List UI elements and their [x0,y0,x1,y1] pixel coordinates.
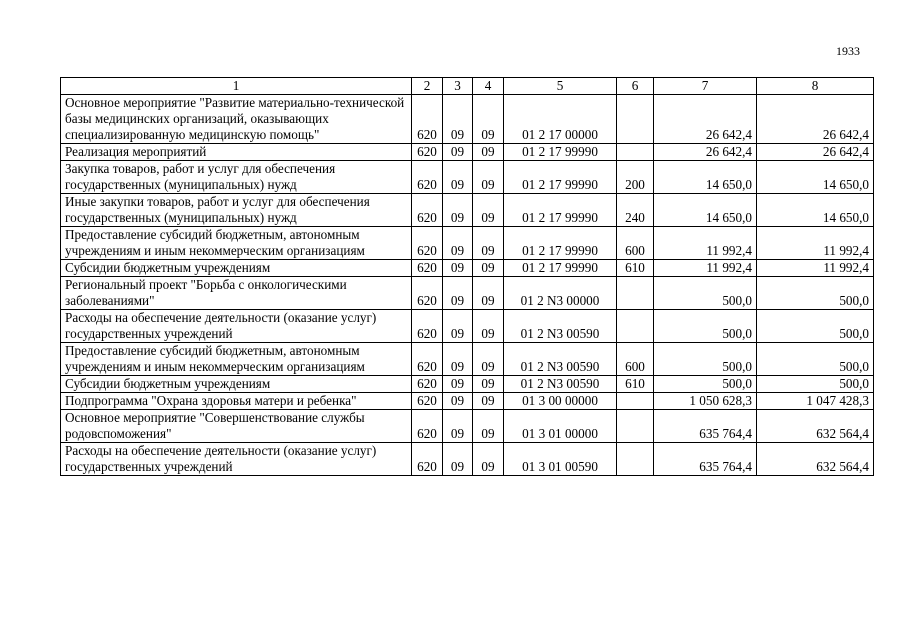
table-row [61,161,874,194]
expense-type-cell: 610 [617,260,654,277]
subsection-code-cell: 09 [473,161,504,194]
column-header: 2 [412,78,443,95]
sum-col7-cell: 14 650,0 [654,194,757,227]
ministry-code-cell: 620 [412,277,443,310]
expense-type-cell: 240 [617,194,654,227]
sum-col8-cell: 500,0 [757,277,874,310]
expense-type-cell: 600 [617,343,654,376]
ministry-code-cell: 620 [412,95,443,144]
subsection-code-cell: 09 [473,443,504,476]
column-header: 7 [654,78,757,95]
expense-type-cell [617,443,654,476]
sum-col7-cell: 26 642,4 [654,95,757,144]
expense-type-cell: 200 [617,161,654,194]
column-header: 3 [443,78,473,95]
subsection-code-cell: 09 [473,376,504,393]
row-name-cell: Основное мероприятие "Развитие материально-технической базы медицинских организаций, оказывающих специализированную медицинскую помощь" [61,95,412,144]
table-row [61,310,874,343]
sum-col8-cell: 11 992,4 [757,227,874,260]
target-article-cell: 01 2 N3 00590 [504,310,617,343]
sum-col7-cell: 635 764,4 [654,443,757,476]
section-code-cell: 09 [443,144,473,161]
target-article-cell: 01 3 00 00000 [504,393,617,410]
row-name-cell: Расходы на обеспечение деятельности (оказание услуг) государственных учреждений [61,310,412,343]
section-code-cell: 09 [443,343,473,376]
section-code-cell: 09 [443,194,473,227]
ministry-code-cell: 620 [412,144,443,161]
ministry-code-cell: 620 [412,260,443,277]
subsection-code-cell: 09 [473,260,504,277]
expense-type-cell: 610 [617,376,654,393]
sum-col8-cell: 26 642,4 [757,95,874,144]
section-code-cell: 09 [443,161,473,194]
sum-col7-cell: 635 764,4 [654,410,757,443]
sum-col7-cell: 14 650,0 [654,161,757,194]
ministry-code-cell: 620 [412,376,443,393]
sum-col7-cell: 26 642,4 [654,144,757,161]
section-code-cell: 09 [443,376,473,393]
sum-col7-cell: 500,0 [654,343,757,376]
sum-col7-cell: 500,0 [654,310,757,343]
subsection-code-cell: 09 [473,194,504,227]
subsection-code-cell: 09 [473,227,504,260]
section-code-cell: 09 [443,277,473,310]
subsection-code-cell: 09 [473,277,504,310]
table-row [61,443,874,476]
ministry-code-cell: 620 [412,227,443,260]
row-name-cell: Основное мероприятие "Совершенствование службы родовспоможения" [61,410,412,443]
target-article-cell: 01 2 17 99990 [504,161,617,194]
column-header: 5 [504,78,617,95]
row-name-cell: Подпрограмма "Охрана здоровья матери и ребенка" [61,393,412,410]
section-code-cell: 09 [443,410,473,443]
page-number: 1933 [836,44,860,58]
table-row [61,260,874,277]
ministry-code-cell: 620 [412,194,443,227]
sum-col8-cell: 14 650,0 [757,194,874,227]
expense-type-cell [617,144,654,161]
row-name-cell: Реализация мероприятий [61,144,412,161]
target-article-cell: 01 2 17 99990 [504,227,617,260]
section-code-cell: 09 [443,393,473,410]
table-row [61,277,874,310]
sum-col8-cell: 632 564,4 [757,443,874,476]
sum-col8-cell: 500,0 [757,376,874,393]
subsection-code-cell: 09 [473,144,504,161]
sum-col7-cell: 500,0 [654,277,757,310]
table-row [61,410,874,443]
table-row [61,95,874,144]
target-article-cell: 01 2 17 99990 [504,144,617,161]
ministry-code-cell: 620 [412,410,443,443]
ministry-code-cell: 620 [412,161,443,194]
row-name-cell: Предоставление субсидий бюджетным, автономным учреждениям и иным некоммерческим организациям [61,343,412,376]
expense-type-cell [617,277,654,310]
column-header: 1 [61,78,412,95]
subsection-code-cell: 09 [473,410,504,443]
section-code-cell: 09 [443,310,473,343]
column-header: 4 [473,78,504,95]
row-name-cell: Закупка товаров, работ и услуг для обеспечения государственных (муниципальных) нужд [61,161,412,194]
expense-type-cell [617,410,654,443]
target-article-cell: 01 2 17 99990 [504,260,617,277]
section-code-cell: 09 [443,227,473,260]
sum-col8-cell: 632 564,4 [757,410,874,443]
budget-table [60,77,874,476]
subsection-code-cell: 09 [473,310,504,343]
sum-col8-cell: 500,0 [757,343,874,376]
section-code-cell: 09 [443,95,473,144]
target-article-cell: 01 2 N3 00000 [504,277,617,310]
expense-type-cell [617,95,654,144]
table-row [61,227,874,260]
sum-col8-cell: 26 642,4 [757,144,874,161]
table-row [61,144,874,161]
section-code-cell: 09 [443,443,473,476]
sum-col7-cell: 11 992,4 [654,260,757,277]
sum-col7-cell: 500,0 [654,376,757,393]
table-row [61,376,874,393]
column-header: 8 [757,78,874,95]
sum-col8-cell: 500,0 [757,310,874,343]
column-header: 6 [617,78,654,95]
row-name-cell: Предоставление субсидий бюджетным, автономным учреждениям и иным некоммерческим организациям [61,227,412,260]
target-article-cell: 01 2 N3 00590 [504,376,617,393]
table-header-row [61,78,874,95]
sum-col7-cell: 11 992,4 [654,227,757,260]
expense-type-cell: 600 [617,227,654,260]
sum-col8-cell: 14 650,0 [757,161,874,194]
subsection-code-cell: 09 [473,343,504,376]
sum-col8-cell: 11 992,4 [757,260,874,277]
subsection-code-cell: 09 [473,393,504,410]
table-row [61,393,874,410]
subsection-code-cell: 09 [473,95,504,144]
expense-type-cell [617,393,654,410]
row-name-cell: Субсидии бюджетным учреждениям [61,260,412,277]
row-name-cell: Региональный проект "Борьба с онкологическими заболеваниями" [61,277,412,310]
table-row [61,343,874,376]
sum-col7-cell: 1 050 628,3 [654,393,757,410]
ministry-code-cell: 620 [412,343,443,376]
target-article-cell: 01 2 17 99990 [504,194,617,227]
target-article-cell: 01 2 17 00000 [504,95,617,144]
expense-type-cell [617,310,654,343]
ministry-code-cell: 620 [412,393,443,410]
row-name-cell: Субсидии бюджетным учреждениям [61,376,412,393]
sum-col8-cell: 1 047 428,3 [757,393,874,410]
ministry-code-cell: 620 [412,443,443,476]
ministry-code-cell: 620 [412,310,443,343]
section-code-cell: 09 [443,260,473,277]
table-row [61,194,874,227]
target-article-cell: 01 3 01 00000 [504,410,617,443]
row-name-cell: Иные закупки товаров, работ и услуг для обеспечения государственных (муниципальных) нужд [61,194,412,227]
row-name-cell: Расходы на обеспечение деятельности (оказание услуг) государственных учреждений [61,443,412,476]
target-article-cell: 01 2 N3 00590 [504,343,617,376]
target-article-cell: 01 3 01 00590 [504,443,617,476]
